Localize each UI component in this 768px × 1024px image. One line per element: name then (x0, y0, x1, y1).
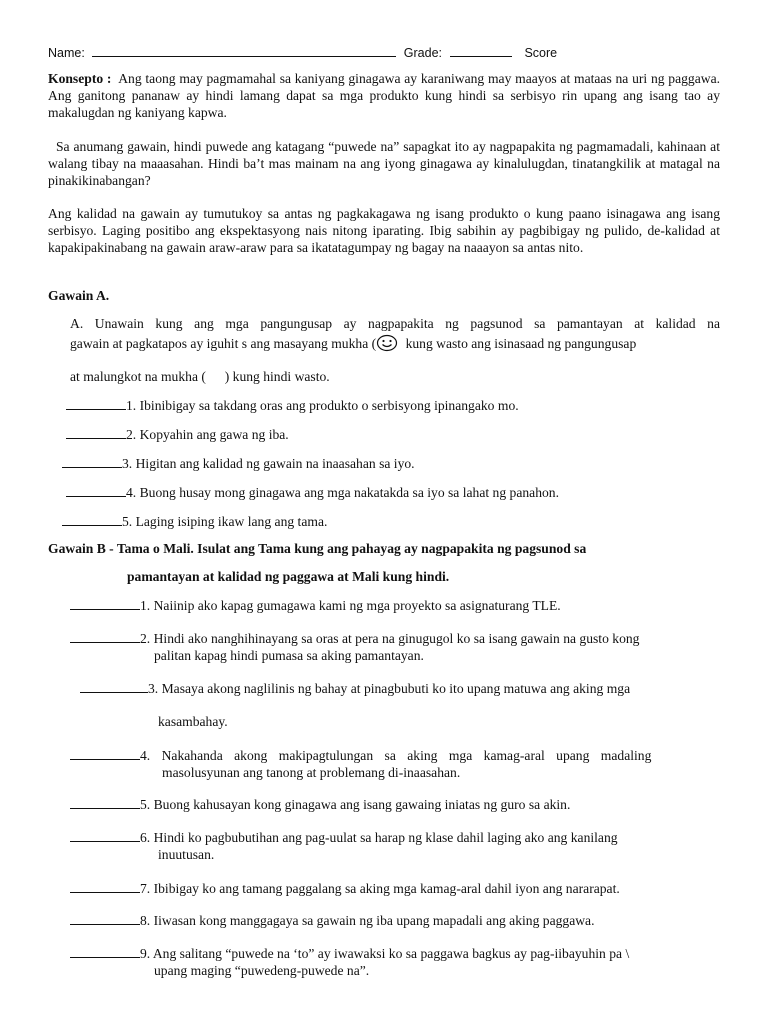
item-text: 3. Higitan ang kalidad ng gawain na inaasahan sa iyo. (122, 456, 415, 471)
konsepto-paragraph-3 (48, 205, 720, 256)
gawain-b-item (70, 795, 570, 813)
gawain-b-title-line-1: Gawain B - Tama o Mali. Isulat ang Tama kung ang pahayag ay nagpapakita ng pagsunod sa (48, 541, 587, 556)
gawain-a-title: Gawain A. (48, 288, 110, 303)
item-text-continued: kasambahay. (158, 714, 228, 729)
gawain-b-item (70, 596, 561, 614)
grade-label: Grade: (403, 46, 443, 60)
answer-blank[interactable] (70, 795, 140, 809)
gawain-b-item (80, 679, 630, 730)
answer-blank[interactable] (62, 512, 122, 526)
konsepto-text-3: Ang kalidad na gawain ay tumutukoy sa antas ng pagkakagawa ng isang produkto o kung paano isinagawa ang isang serbisyo. Laging positibo ang ekspektasyong nais nitong iparating. Ibig sabihin ay pagbibigay ng pulido, de-kalidad at kapakipakinabang na gawain araw-araw para sa ikatatagumpay ng bagay na naaayon sa antas nito. (48, 206, 720, 255)
item-text-continued: palitan kapag hindi pumasa sa aking pamantayan. (154, 648, 424, 663)
gawain-a-item (66, 425, 289, 443)
gawain-a-item (62, 512, 327, 530)
answer-blank[interactable] (70, 879, 140, 893)
gawain-b-item (70, 746, 651, 781)
instruction-text-3b: ) kung hindi wasto. (224, 369, 330, 384)
answer-blank[interactable] (66, 483, 126, 497)
instruction-text-1: A. Unawain kung ang mga pangungusap ay nagpapakita ng pagsunod sa pamantayan at kalidad na (70, 316, 720, 331)
gawain-b-item (70, 911, 595, 929)
item-text: 9. Ang salitang “puwede na ‘to” ay iwawaksi ko sa paggawa bagkus ay pag-iibayuhin pa \ (140, 946, 630, 961)
gawain-b-title-line-2: pamantayan at kalidad ng paggawa at Mali kung hindi. (127, 569, 450, 584)
gawain-a-instruction-line-2 (70, 334, 720, 352)
item-text-continued: masolusyunan ang tanong at problemang di-inaasahan. (162, 765, 461, 780)
item-text: 2. Kopyahin ang gawa ng iba. (126, 427, 289, 442)
student-info-header (48, 43, 728, 60)
answer-blank[interactable] (70, 944, 140, 958)
item-text: 1. Naiinip ako kapag gumagawa kami ng mga proyekto sa asignaturang TLE. (140, 598, 561, 613)
answer-blank[interactable] (70, 911, 140, 925)
item-text: 4. Buong husay mong ginagawa ang mga nakatakda sa iyo sa lahat ng panahon. (126, 485, 560, 500)
item-text: 4. Nakahanda akong makipagtulungan sa aking mga kamag-aral upang madaling (140, 748, 652, 763)
grade-field[interactable] (450, 43, 512, 57)
answer-blank[interactable] (70, 828, 140, 842)
item-text-continued: upang maging “puwedeng-puwede na”. (154, 963, 370, 978)
smiley-face-icon (376, 334, 398, 352)
answer-blank[interactable] (70, 629, 140, 643)
item-text: 3. Masaya akong naglilinis ng bahay at pinagbubuti ko ito upang matuwa ang aking mga (148, 681, 631, 696)
item-text: 1. Ibinibigay sa takdang oras ang produkto o serbisyong ipinangako mo. (126, 398, 519, 413)
konsepto-text-1: Ang taong may pagmamahal sa kaniyang ginagawa ay karaniwang may maayos at mataas na uri ng paggawa. Ang ganitong pananaw ay hindi lamang dapat sa mga produkto kung hindi sa serbisyo rin upang ang isang tao ay makalugdan ng kaniyang kapwa. (48, 71, 721, 120)
item-text: 7. Ibibigay ko ang tamang paggalang sa aking mga kamag-aral dahil iyon ang nararapat. (140, 881, 620, 896)
gawain-b-item (70, 828, 618, 863)
item-text-continued: inuutusan. (158, 847, 215, 862)
name-label: Name: (48, 46, 85, 60)
gawain-a-item (66, 396, 519, 414)
konsepto-paragraph-1 (48, 70, 720, 121)
gawain-a-item (62, 454, 415, 472)
answer-blank[interactable] (62, 454, 122, 468)
konsepto-text-2: Sa anumang gawain, hindi puwede ang katagang “puwede na” sapagkat ito ay nagpapakita ng pagmamadali, kahinaan at walang tibay na maaasahan. Hindi ba’t mas mainam na ang iyong ginagawa ay kinalulugdan, tinatangkilik at matagal na pinakikinabangan? (48, 139, 720, 188)
answer-blank[interactable] (66, 425, 126, 439)
gawain-b-item (70, 879, 620, 897)
gawain-b-item (70, 629, 639, 664)
item-text: 2. Hindi ako nanghihinayang sa oras at pera na ginugugol ko sa isang gawain na gusto kong (140, 631, 640, 646)
gawain-a-item (66, 483, 559, 501)
konsepto-paragraph-2 (48, 138, 720, 189)
gawain-a-instruction-line-3 (70, 368, 330, 385)
gawain-a-instruction-line-1 (70, 315, 720, 332)
answer-blank[interactable] (70, 746, 140, 760)
item-text: 6. Hindi ko pagbubutihan ang pag-uulat sa harap ng klase dahil laging ako ang kanilang (140, 830, 618, 845)
score-label: Score (524, 46, 558, 60)
name-field[interactable] (92, 43, 396, 57)
answer-blank[interactable] (80, 679, 148, 693)
instruction-text-2a: gawain at pagkatapos ay iguhit s ang masayang mukha ( (70, 336, 377, 351)
konsepto-label: Konsepto : (48, 71, 112, 86)
instruction-text-2b: kung wasto ang isinasaad ng pangungusap (405, 336, 637, 351)
item-text: 8. Iiwasan kong manggagaya sa gawain ng iba upang mapadali ang aking paggawa. (140, 913, 595, 928)
instruction-text-3a: at malungkot na mukha ( (70, 369, 206, 384)
item-text: 5. Laging isiping ikaw lang ang tama. (122, 514, 328, 529)
gawain-b-item (70, 944, 629, 979)
item-text: 5. Buong kahusayan kong ginagawa ang isang gawaing iniatas ng guro sa akin. (140, 797, 571, 812)
answer-blank[interactable] (70, 596, 140, 610)
answer-blank[interactable] (66, 396, 126, 410)
